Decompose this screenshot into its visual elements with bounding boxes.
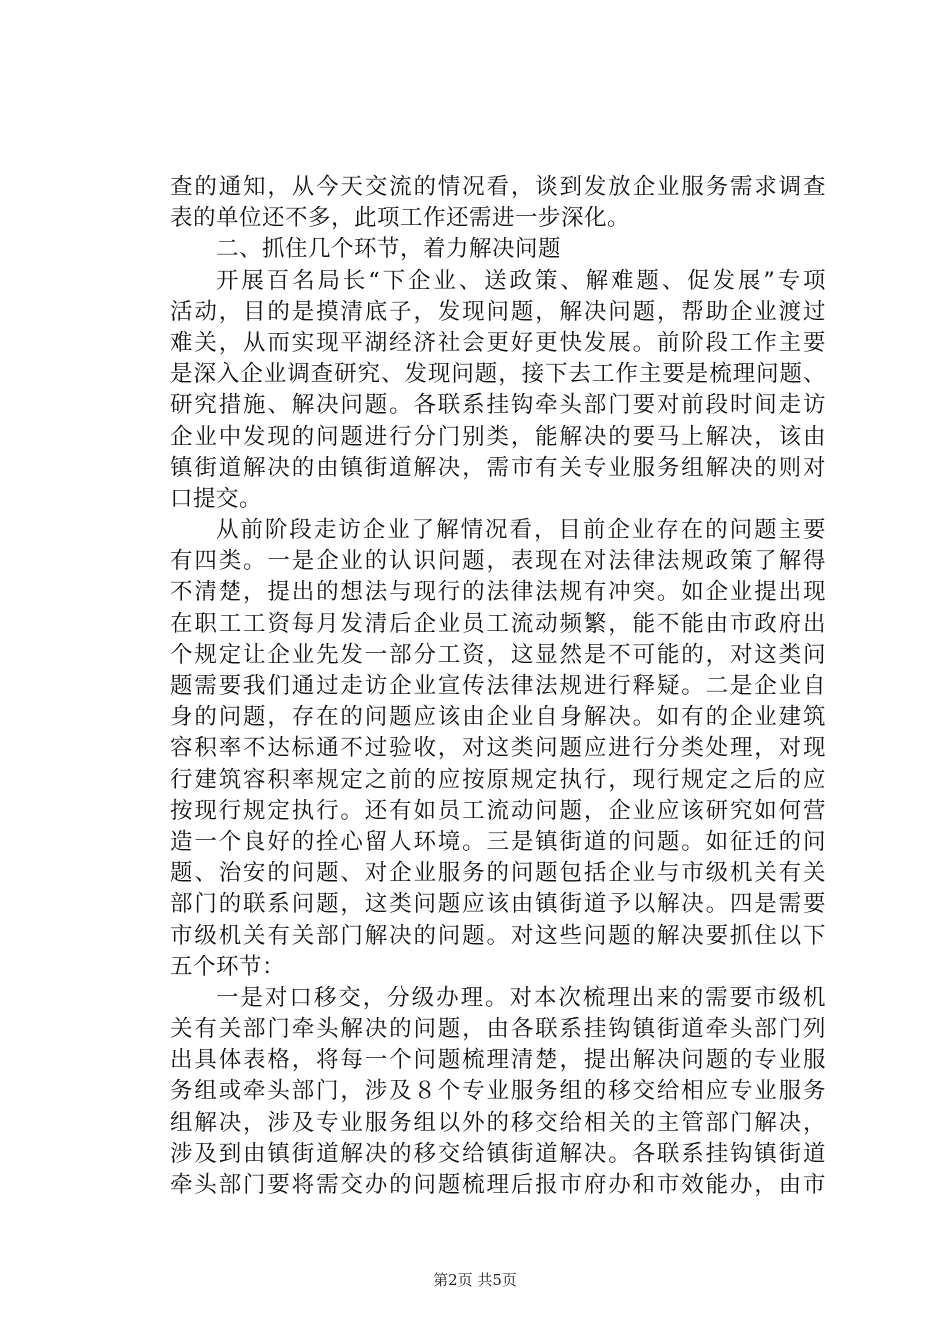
body-text <box>170 172 826 1201</box>
text-line: 镇街道解决的由镇街道解决，需市有关专业服务组解决的则对 <box>170 454 826 481</box>
text-line: 出具体表格，将每一个问题梳理清楚，提出解决问题的专业服 <box>170 1047 826 1074</box>
text-line: 活动，目的是摸清底子，发现问题，解决问题，帮助企业渡过 <box>170 298 826 325</box>
text-line: 企业中发现的问题进行分门别类，能解决的要马上解决，该由 <box>170 423 826 450</box>
page-footer: 第2页 共5页 <box>433 1271 517 1289</box>
text-line: 造一个良好的拴心留人环境。三是镇街道的问题。如征迁的问 <box>170 828 826 855</box>
text-line: 有四类。一是企业的认识问题，表现在对法律法规政策了解得 <box>170 548 826 575</box>
text-line: 容积率不达标通不过验收，对这类问题应进行分类处理，对现 <box>170 735 826 762</box>
text-line: 组解决，涉及专业服务组以外的移交给相关的主管部门解决， <box>170 1109 826 1136</box>
text-line: 部门的联系问题，这类问题应该由镇街道予以解决。四是需要 <box>170 891 826 918</box>
text-line: 涉及到由镇街道解决的移交给镇街道解决。各联系挂钩镇街道 <box>170 1140 826 1167</box>
text-line: 个规定让企业先发一部分工资，这显然是不可能的，对这类问 <box>170 641 826 668</box>
text-line: 五个环节： <box>170 953 286 980</box>
text-line: 开展百名局长“下企业、送政策、解难题、促发展”专项 <box>216 267 826 294</box>
text-line: 务组或牵头部门，涉及８个专业服务组的移交给相应专业服务 <box>170 1078 826 1105</box>
text-line: 从前阶段走访企业了解情况看，目前企业存在的问题主要 <box>216 517 826 544</box>
text-line: 身的问题，存在的问题应该由企业自身解决。如有的企业建筑 <box>170 704 826 731</box>
text-line: 二、抓住几个环节，着力解决问题 <box>216 236 562 263</box>
text-line: 行建筑容积率规定之前的应按原规定执行，现行规定之后的应 <box>170 766 826 793</box>
text-line: 题需要我们通过走访企业宣传法律法规进行释疑。二是企业自 <box>170 673 826 699</box>
text-line: 关有关部门牵头解决的问题，由各联系挂钩镇街道牵头部门列 <box>170 1016 826 1043</box>
text-line: 表的单位还不多，此项工作还需进一步深化。 <box>170 205 631 232</box>
text-line: 按现行规定执行。还有如员工流动问题，企业应该研究如何营 <box>170 797 826 824</box>
text-line: 牵头部门要将需交办的问题梳理后报市府办和市效能办，由市 <box>170 1172 826 1198</box>
text-line: 一是对口移交，分级办理。对本次梳理出来的需要市级机 <box>216 984 826 1011</box>
text-line: 是深入企业调查研究、发现问题，接下去工作主要是梳理问题、 <box>170 361 826 388</box>
text-line: 口提交。 <box>170 485 263 512</box>
text-line: 市级机关有关部门解决的问题。对这些问题的解决要抓住以下 <box>170 922 826 949</box>
text-line: 在职工工资每月发清后企业员工流动频繁，能不能由市政府出 <box>170 610 826 637</box>
text-line: 题、治安的问题、对企业服务的问题包括企业与市级机关有关 <box>170 860 826 887</box>
text-line: 研究措施、解决问题。各联系挂钩牵头部门要对前段时间走访 <box>170 392 826 419</box>
text-line: 不清楚，提出的想法与现行的法律法规有冲突。如企业提出现 <box>170 579 826 606</box>
text-line: 难关，从而实现平湖经济社会更好更快发展。前阶段工作主要 <box>170 329 826 356</box>
text-line: 查的通知，从今天交流的情况看，谈到发放企业服务需求调查 <box>170 174 826 200</box>
